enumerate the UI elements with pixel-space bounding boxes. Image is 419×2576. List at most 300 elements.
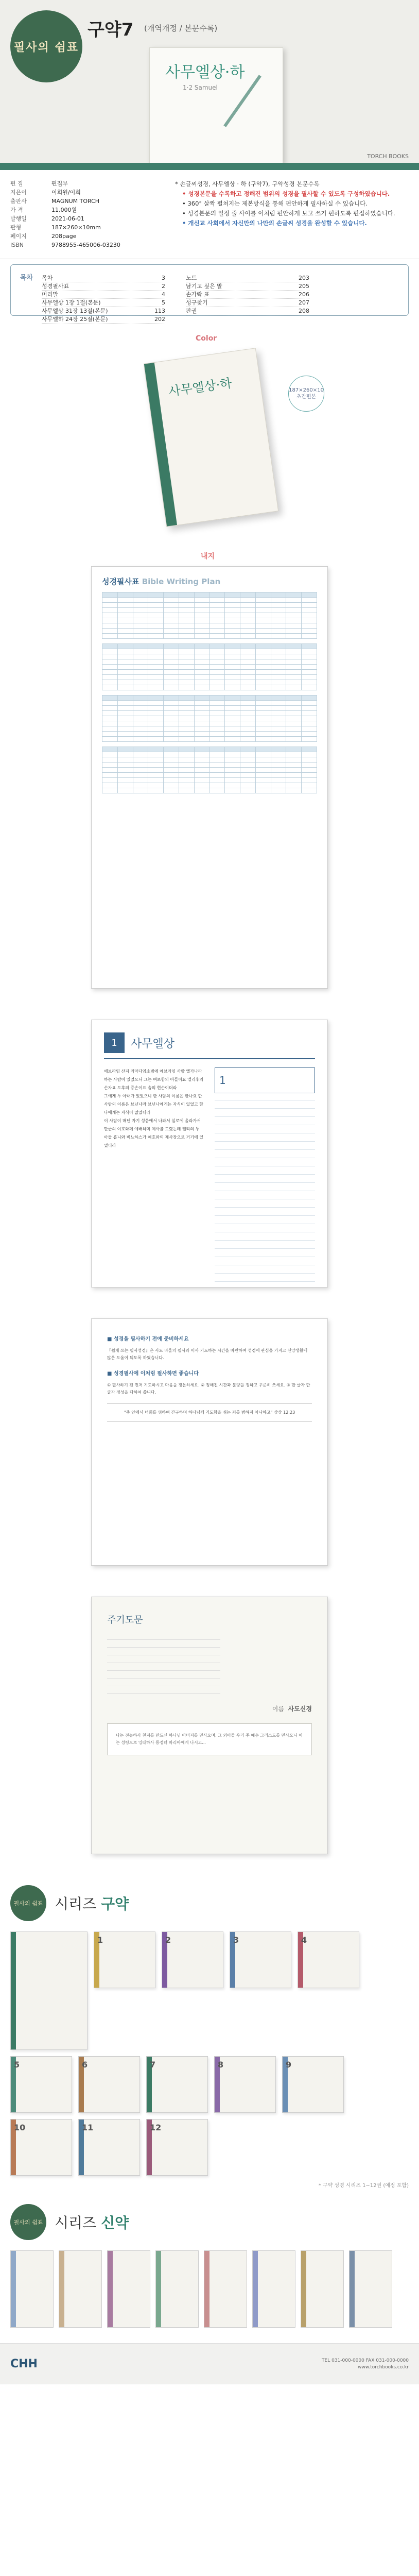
plan-cell[interactable]: [117, 726, 133, 732]
plan-cell[interactable]: [194, 783, 210, 788]
plan-cell[interactable]: [194, 629, 210, 634]
plan-cell[interactable]: [255, 592, 271, 598]
plan-cell[interactable]: [102, 623, 118, 629]
plan-cell[interactable]: [210, 623, 225, 629]
series-book[interactable]: [298, 1931, 359, 1988]
plan-cell[interactable]: [271, 737, 286, 742]
plan-cell[interactable]: [117, 706, 133, 711]
plan-cell[interactable]: [148, 685, 164, 690]
plan-cell[interactable]: [225, 665, 240, 670]
plan-cell[interactable]: [271, 629, 286, 634]
plan-cell[interactable]: [164, 737, 179, 742]
plan-cell[interactable]: [133, 696, 148, 701]
plan-cell[interactable]: [148, 783, 164, 788]
plan-cell[interactable]: [117, 788, 133, 793]
plan-cell[interactable]: [302, 696, 317, 701]
plan-cell[interactable]: [194, 706, 210, 711]
plan-cell[interactable]: [102, 603, 118, 608]
plan-cell[interactable]: [255, 659, 271, 665]
plan-cell[interactable]: [179, 680, 194, 685]
plan-cell[interactable]: [148, 721, 164, 726]
plan-cell[interactable]: [102, 778, 118, 783]
plan-cell[interactable]: [240, 711, 256, 716]
plan-cell[interactable]: [302, 680, 317, 685]
plan-cell[interactable]: [255, 788, 271, 793]
plan-cell[interactable]: [102, 592, 118, 598]
plan-cell[interactable]: [194, 603, 210, 608]
plan-cell[interactable]: [164, 716, 179, 721]
plan-cell[interactable]: [225, 732, 240, 737]
plan-cell[interactable]: [210, 608, 225, 613]
plan-cell[interactable]: [240, 665, 256, 670]
plan-cell[interactable]: [286, 788, 302, 793]
plan-cell[interactable]: [255, 706, 271, 711]
plan-cell[interactable]: [271, 670, 286, 675]
plan-cell[interactable]: [148, 757, 164, 762]
plan-cell[interactable]: [148, 623, 164, 629]
plan-cell[interactable]: [240, 737, 256, 742]
plan-cell[interactable]: [255, 608, 271, 613]
plan-cell[interactable]: [286, 618, 302, 623]
plan-cell[interactable]: [148, 618, 164, 623]
plan-cell[interactable]: [240, 654, 256, 659]
plan-cell[interactable]: [117, 737, 133, 742]
plan-cell[interactable]: [255, 732, 271, 737]
plan-cell[interactable]: [148, 726, 164, 732]
nt-book[interactable]: [204, 2250, 247, 2328]
series-book[interactable]: [78, 2056, 140, 2113]
plan-cell[interactable]: [302, 752, 317, 757]
plan-cell[interactable]: [210, 752, 225, 757]
plan-cell[interactable]: [271, 613, 286, 618]
plan-cell[interactable]: [164, 670, 179, 675]
plan-cell[interactable]: [210, 762, 225, 768]
plan-cell[interactable]: [302, 737, 317, 742]
plan-cell[interactable]: [271, 675, 286, 680]
plan-cell[interactable]: [194, 711, 210, 716]
plan-cell[interactable]: [133, 644, 148, 649]
plan-cell[interactable]: [164, 592, 179, 598]
plan-cell[interactable]: [286, 634, 302, 639]
plan-cell[interactable]: [164, 696, 179, 701]
plan-cell[interactable]: [302, 757, 317, 762]
plan-cell[interactable]: [210, 706, 225, 711]
plan-cell[interactable]: [179, 711, 194, 716]
plan-cell[interactable]: [102, 665, 118, 670]
plan-cell[interactable]: [255, 716, 271, 721]
plan-cell[interactable]: [117, 654, 133, 659]
plan-cell[interactable]: [286, 706, 302, 711]
plan-cell[interactable]: [117, 685, 133, 690]
plan-cell[interactable]: [240, 603, 256, 608]
plan-cell[interactable]: [164, 685, 179, 690]
plan-cell[interactable]: [117, 598, 133, 603]
plan-cell[interactable]: [102, 670, 118, 675]
series-book[interactable]: [10, 2056, 72, 2113]
plan-cell[interactable]: [210, 747, 225, 752]
plan-cell[interactable]: [255, 603, 271, 608]
plan-cell[interactable]: [240, 598, 256, 603]
plan-cell[interactable]: [210, 644, 225, 649]
plan-cell[interactable]: [194, 644, 210, 649]
plan-cell[interactable]: [210, 654, 225, 659]
plan-cell[interactable]: [240, 701, 256, 706]
plan-cell[interactable]: [255, 778, 271, 783]
plan-cell[interactable]: [194, 768, 210, 773]
plan-cell[interactable]: [240, 716, 256, 721]
plan-cell[interactable]: [194, 613, 210, 618]
plan-cell[interactable]: [117, 592, 133, 598]
plan-cell[interactable]: [255, 649, 271, 654]
plan-cell[interactable]: [286, 752, 302, 757]
plan-cell[interactable]: [179, 634, 194, 639]
plan-cell[interactable]: [225, 598, 240, 603]
plan-cell[interactable]: [210, 598, 225, 603]
plan-cell[interactable]: [255, 618, 271, 623]
plan-cell[interactable]: [225, 716, 240, 721]
plan-cell[interactable]: [225, 608, 240, 613]
plan-cell[interactable]: [102, 659, 118, 665]
plan-cell[interactable]: [240, 644, 256, 649]
nt-book[interactable]: [349, 2250, 392, 2328]
plan-cell[interactable]: [133, 670, 148, 675]
plan-cell[interactable]: [286, 608, 302, 613]
plan-cell[interactable]: [194, 618, 210, 623]
plan-cell[interactable]: [225, 726, 240, 732]
plan-cell[interactable]: [240, 778, 256, 783]
plan-cell[interactable]: [179, 613, 194, 618]
plan-cell[interactable]: [179, 675, 194, 680]
plan-cell[interactable]: [286, 768, 302, 773]
plan-cell[interactable]: [179, 788, 194, 793]
plan-cell[interactable]: [302, 634, 317, 639]
plan-cell[interactable]: [102, 721, 118, 726]
plan-cell[interactable]: [164, 752, 179, 757]
plan-cell[interactable]: [255, 613, 271, 618]
plan-cell[interactable]: [117, 747, 133, 752]
plan-cell[interactable]: [286, 613, 302, 618]
plan-cell[interactable]: [225, 629, 240, 634]
plan-cell[interactable]: [148, 634, 164, 639]
plan-cell[interactable]: [164, 701, 179, 706]
plan-cell[interactable]: [117, 680, 133, 685]
plan-cell[interactable]: [302, 768, 317, 773]
plan-cell[interactable]: [133, 716, 148, 721]
plan-cell[interactable]: [210, 768, 225, 773]
plan-cell[interactable]: [302, 598, 317, 603]
plan-cell[interactable]: [117, 778, 133, 783]
plan-cell[interactable]: [194, 634, 210, 639]
plan-cell[interactable]: [194, 732, 210, 737]
plan-cell[interactable]: [240, 696, 256, 701]
plan-cell[interactable]: [148, 680, 164, 685]
plan-cell[interactable]: [179, 665, 194, 670]
plan-cell[interactable]: [302, 721, 317, 726]
plan-cell[interactable]: [117, 721, 133, 726]
plan-cell[interactable]: [210, 696, 225, 701]
plan-cell[interactable]: [133, 623, 148, 629]
plan-cell[interactable]: [133, 726, 148, 732]
plan-cell[interactable]: [255, 737, 271, 742]
plan-cell[interactable]: [302, 613, 317, 618]
plan-cell[interactable]: [271, 773, 286, 778]
plan-cell[interactable]: [302, 659, 317, 665]
plan-cell[interactable]: [271, 598, 286, 603]
plan-cell[interactable]: [302, 778, 317, 783]
plan-cell[interactable]: [271, 706, 286, 711]
plan-cell[interactable]: [225, 757, 240, 762]
plan-cell[interactable]: [286, 680, 302, 685]
plan-cell[interactable]: [148, 644, 164, 649]
plan-cell[interactable]: [271, 747, 286, 752]
plan-cell[interactable]: [271, 716, 286, 721]
plan-cell[interactable]: [302, 747, 317, 752]
plan-cell[interactable]: [102, 701, 118, 706]
plan-cell[interactable]: [117, 696, 133, 701]
nt-book[interactable]: [59, 2250, 102, 2328]
plan-cell[interactable]: [133, 788, 148, 793]
plan-cell[interactable]: [271, 644, 286, 649]
plan-cell[interactable]: [302, 629, 317, 634]
plan-cell[interactable]: [164, 768, 179, 773]
plan-cell[interactable]: [164, 721, 179, 726]
plan-cell[interactable]: [102, 613, 118, 618]
plan-cell[interactable]: [117, 716, 133, 721]
plan-cell[interactable]: [164, 726, 179, 732]
plan-cell[interactable]: [179, 726, 194, 732]
plan-cell[interactable]: [240, 659, 256, 665]
nt-book[interactable]: [301, 2250, 344, 2328]
plan-cell[interactable]: [210, 716, 225, 721]
plan-cell[interactable]: [102, 685, 118, 690]
plan-cell[interactable]: [225, 623, 240, 629]
plan-cell[interactable]: [148, 608, 164, 613]
plan-cell[interactable]: [148, 629, 164, 634]
plan-cell[interactable]: [117, 732, 133, 737]
plan-cell[interactable]: [102, 654, 118, 659]
plan-cell[interactable]: [302, 644, 317, 649]
plan-cell[interactable]: [286, 737, 302, 742]
plan-cell[interactable]: [240, 618, 256, 623]
plan-cell[interactable]: [133, 613, 148, 618]
plan-cell[interactable]: [225, 762, 240, 768]
plan-cell[interactable]: [148, 659, 164, 665]
plan-cell[interactable]: [286, 629, 302, 634]
plan-cell[interactable]: [286, 778, 302, 783]
plan-cell[interactable]: [271, 768, 286, 773]
plan-cell[interactable]: [225, 711, 240, 716]
plan-cell[interactable]: [133, 752, 148, 757]
series-book[interactable]: [146, 2056, 208, 2113]
plan-cell[interactable]: [164, 680, 179, 685]
plan-cell[interactable]: [240, 773, 256, 778]
plan-cell[interactable]: [117, 634, 133, 639]
plan-cell[interactable]: [194, 654, 210, 659]
plan-cell[interactable]: [271, 778, 286, 783]
plan-cell[interactable]: [271, 752, 286, 757]
plan-cell[interactable]: [225, 747, 240, 752]
plan-cell[interactable]: [179, 629, 194, 634]
plan-cell[interactable]: [148, 788, 164, 793]
plan-cell[interactable]: [148, 613, 164, 618]
plan-cell[interactable]: [286, 721, 302, 726]
plan-cell[interactable]: [102, 732, 118, 737]
plan-cell[interactable]: [271, 649, 286, 654]
plan-cell[interactable]: [133, 721, 148, 726]
plan-cell[interactable]: [179, 732, 194, 737]
plan-cell[interactable]: [194, 680, 210, 685]
plan-cell[interactable]: [240, 680, 256, 685]
plan-cell[interactable]: [133, 675, 148, 680]
plan-cell[interactable]: [210, 629, 225, 634]
plan-cell[interactable]: [148, 696, 164, 701]
plan-cell[interactable]: [286, 711, 302, 716]
plan-cell[interactable]: [286, 696, 302, 701]
plan-cell[interactable]: [255, 752, 271, 757]
plan-cell[interactable]: [133, 665, 148, 670]
plan-cell[interactable]: [210, 613, 225, 618]
plan-cell[interactable]: [194, 778, 210, 783]
plan-cell[interactable]: [164, 613, 179, 618]
plan-cell[interactable]: [286, 603, 302, 608]
plan-cell[interactable]: [133, 629, 148, 634]
plan-cell[interactable]: [133, 783, 148, 788]
plan-cell[interactable]: [133, 598, 148, 603]
plan-cell[interactable]: [210, 670, 225, 675]
plan-cell[interactable]: [117, 649, 133, 654]
plan-cell[interactable]: [102, 773, 118, 778]
plan-cell[interactable]: [102, 644, 118, 649]
plan-cell[interactable]: [286, 665, 302, 670]
plan-cell[interactable]: [302, 654, 317, 659]
plan-cell[interactable]: [302, 726, 317, 732]
plan-cell[interactable]: [179, 783, 194, 788]
plan-cell[interactable]: [302, 773, 317, 778]
plan-cell[interactable]: [148, 778, 164, 783]
plan-cell[interactable]: [148, 737, 164, 742]
plan-cell[interactable]: [117, 644, 133, 649]
plan-cell[interactable]: [133, 685, 148, 690]
plan-cell[interactable]: [210, 773, 225, 778]
plan-cell[interactable]: [210, 711, 225, 716]
plan-cell[interactable]: [164, 788, 179, 793]
plan-cell[interactable]: [148, 675, 164, 680]
plan-cell[interactable]: [210, 592, 225, 598]
plan-cell[interactable]: [240, 768, 256, 773]
plan-cell[interactable]: [102, 747, 118, 752]
plan-cell[interactable]: [194, 701, 210, 706]
plan-cell[interactable]: [210, 665, 225, 670]
plan-cell[interactable]: [133, 732, 148, 737]
plan-cell[interactable]: [240, 706, 256, 711]
plan-cell[interactable]: [164, 732, 179, 737]
plan-cell[interactable]: [286, 623, 302, 629]
plan-cell[interactable]: [164, 634, 179, 639]
plan-cell[interactable]: [148, 773, 164, 778]
plan-cell[interactable]: [194, 737, 210, 742]
plan-cell[interactable]: [210, 778, 225, 783]
plan-cell[interactable]: [210, 757, 225, 762]
plan-cell[interactable]: [117, 773, 133, 778]
plan-cell[interactable]: [210, 675, 225, 680]
plan-cell[interactable]: [240, 592, 256, 598]
plan-cell[interactable]: [255, 726, 271, 732]
plan-cell[interactable]: [255, 670, 271, 675]
plan-cell[interactable]: [164, 711, 179, 716]
plan-cell[interactable]: [210, 649, 225, 654]
plan-cell[interactable]: [255, 747, 271, 752]
plan-cell[interactable]: [117, 618, 133, 623]
plan-cell[interactable]: [179, 644, 194, 649]
plan-cell[interactable]: [240, 726, 256, 732]
plan-cell[interactable]: [179, 737, 194, 742]
plan-cell[interactable]: [102, 711, 118, 716]
plan-cell[interactable]: [240, 747, 256, 752]
plan-cell[interactable]: [302, 783, 317, 788]
plan-cell[interactable]: [286, 783, 302, 788]
plan-cell[interactable]: [271, 623, 286, 629]
plan-cell[interactable]: [271, 659, 286, 665]
plan-cell[interactable]: [194, 665, 210, 670]
plan-cell[interactable]: [255, 629, 271, 634]
plan-cell[interactable]: [102, 598, 118, 603]
plan-cell[interactable]: [148, 768, 164, 773]
plan-cell[interactable]: [102, 716, 118, 721]
plan-cell[interactable]: [117, 659, 133, 665]
plan-cell[interactable]: [240, 649, 256, 654]
plan-cell[interactable]: [102, 634, 118, 639]
plan-cell[interactable]: [148, 592, 164, 598]
nt-book[interactable]: [107, 2250, 150, 2328]
plan-cell[interactable]: [302, 711, 317, 716]
plan-cell[interactable]: [133, 762, 148, 768]
plan-cell[interactable]: [271, 680, 286, 685]
plan-cell[interactable]: [286, 773, 302, 778]
plan-cell[interactable]: [194, 592, 210, 598]
plan-cell[interactable]: [286, 757, 302, 762]
series-book[interactable]: [282, 2056, 344, 2113]
plan-cell[interactable]: [286, 649, 302, 654]
plan-cell[interactable]: [102, 706, 118, 711]
plan-cell[interactable]: [225, 737, 240, 742]
plan-cell[interactable]: [271, 732, 286, 737]
plan-cell[interactable]: [302, 788, 317, 793]
plan-cell[interactable]: [133, 706, 148, 711]
plan-cell[interactable]: [255, 773, 271, 778]
plan-cell[interactable]: [271, 685, 286, 690]
plan-cell[interactable]: [164, 623, 179, 629]
plan-cell[interactable]: [302, 685, 317, 690]
plan-cell[interactable]: [210, 726, 225, 732]
plan-cell[interactable]: [194, 752, 210, 757]
plan-cell[interactable]: [210, 603, 225, 608]
plan-cell[interactable]: [225, 696, 240, 701]
plan-cell[interactable]: [102, 752, 118, 757]
plan-cell[interactable]: [133, 773, 148, 778]
plan-cell[interactable]: [164, 773, 179, 778]
plan-cell[interactable]: [225, 634, 240, 639]
series-featured-book[interactable]: [10, 1931, 88, 2050]
plan-cell[interactable]: [133, 757, 148, 762]
plan-cell[interactable]: [102, 680, 118, 685]
plan-cell[interactable]: [133, 659, 148, 665]
plan-cell[interactable]: [194, 747, 210, 752]
plan-cell[interactable]: [225, 659, 240, 665]
plan-cell[interactable]: [117, 768, 133, 773]
plan-cell[interactable]: [255, 598, 271, 603]
series-book[interactable]: [214, 2056, 276, 2113]
plan-cell[interactable]: [179, 762, 194, 768]
